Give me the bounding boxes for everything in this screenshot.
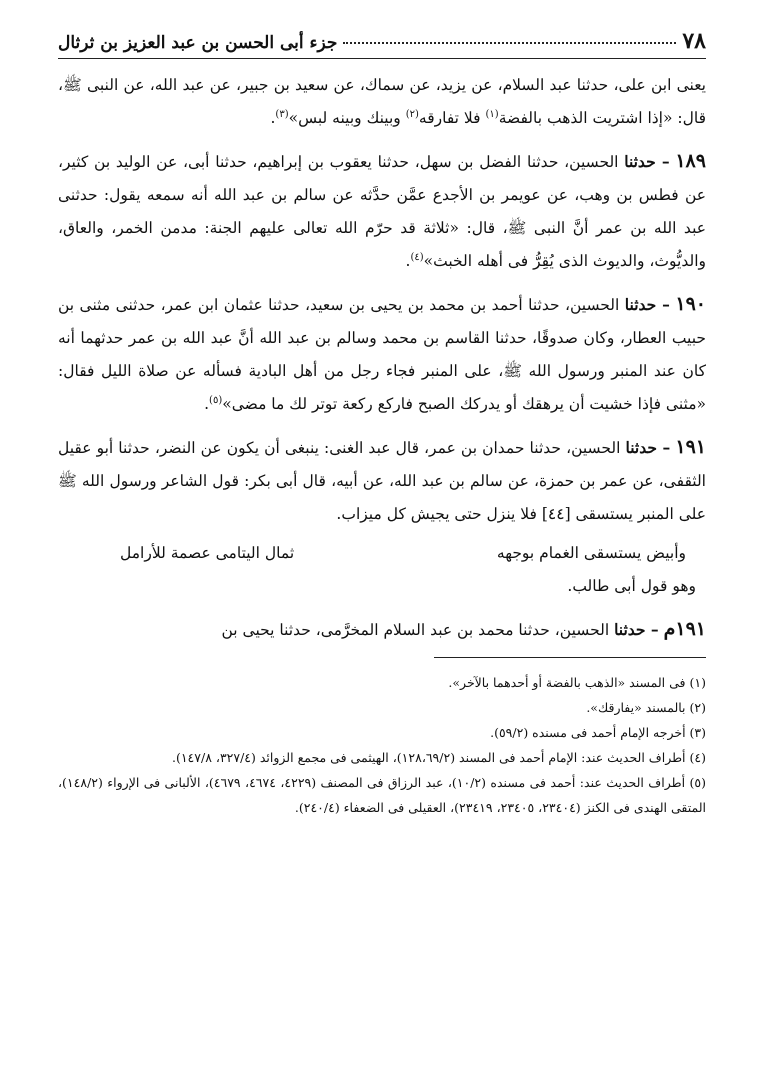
hadith-number: ١٩١ xyxy=(675,436,706,458)
poetry-verse xyxy=(120,537,686,570)
footnote-ref-3: (٣) xyxy=(275,108,289,120)
hadith-text: الحسين، حدثنا محمد بن عبد السلام المخرَّمى، حدثنا يحيى بن xyxy=(221,621,610,639)
intro-tail: وبينك وبينه لبس» xyxy=(288,109,406,127)
hadith-number: ١٩١م xyxy=(663,618,706,640)
running-header xyxy=(58,28,706,56)
footnote-2: (٢) بالمسند «يفارقك». xyxy=(586,700,706,715)
book-page xyxy=(58,28,706,820)
hadith-text: الحسين، حدثنا أحمد بن محمد بن يحيى بن سعيد، حدثنا عثمان ابن عمر، حدثنى مثنى بن حبيب العطار، وكان صدوقًا، حدثنا القاسم بن محمد وسالم بن عبد الله أنَّ عبد الله بن عمر حدثهما أنه كان عند المنبر ورسول الله ﷺ، على المنبر فجاء رجل من أهل البادية فسأله عن صلاة الليل فقال: «مثنى فإذا خشيت أن يرهقك أو يدركك الصبح فاركع ركعة توتر لك ما مضى» xyxy=(58,296,706,413)
hadith-lead: حدثنا xyxy=(625,438,657,457)
footnote-ref-1: (١) xyxy=(485,108,499,120)
footnote-ref-4: (٤) xyxy=(410,251,424,263)
page-number: ٧٨ xyxy=(682,28,706,54)
footnote-3: (٣) أخرجه الإمام أحمد فى مسنده (٥٩/٢). xyxy=(490,725,706,740)
hadith-text: الحسين، حدثنا الفضل بن سهل، حدثنا يعقوب بن إبراهيم، حدثنا أبى، عن الوليد بن كثير، عن فطس بن وهب، عن عويمر بن الأجدع عمَّن حدَّثه عن سالم بن عبد الله أنه سمعه يقول: حدثنى عبد الله بن عمر أنَّ النبى ﷺ، قال: «ثلاثة قد حرّم الله تعالى عليهم الجنة: مدمن الخمر، والعاق، والديُّوث، والديوث الذى يُقِرُّ فى أهله الخبث» xyxy=(58,153,706,270)
hadith-189: ١٨٩ – حدثنا الحسين، حدثنا الفضل بن سهل، حدثنا يعقوب بن إبراهيم، حدثنا أبى، عن الوليد بن كثير، عن فطس بن وهب، عن عويمر بن الأجدع عمَّن حدَّثه عن سالم بن عبد الله أنه سمعه يقول: حدثنى عبد الله بن عمر أنَّ النبى ﷺ، قال: «ثلاثة قد حرّم الله تعالى عليهم الجنة: مدمن الخمر، والعاق، والديُّوث، والديوث الذى يُقِرُّ فى أهله الخبث»$^{(٤)}$. xyxy=(58,150,706,270)
footnote-ref-2: (٢) xyxy=(405,108,419,120)
verse-first-hemistich: وأبيض يستسقى الغمام بوجهه xyxy=(496,544,686,562)
header-dot-leader xyxy=(343,42,676,44)
hadith-number: ١٩٠ xyxy=(675,293,706,315)
footnote-1: (١) فى المسند «الذهب بالفضة أو أحدهما بالآخر». xyxy=(448,675,706,690)
verse-second-hemistich: ثمال اليتامى عصمة للأرامل xyxy=(120,544,295,562)
hadith-190: ١٩٠ – حدثنا الحسين، حدثنا أحمد بن محمد بن يحيى بن سعيد، حدثنا عثمان ابن عمر، حدثنى مثنى بن حبيب العطار، وكان صدوقًا، حدثنا القاسم بن محمد وسالم بن عبد الله أنَّ عبد الله بن عمر حدثهما أنه كان عند المنبر ورسول الله ﷺ، على المنبر فجاء رجل من أهل البادية فسأله عن صلاة الليل فقال: «مثنى فإذا خشيت أن يرهقك أو يدركك الصبح فاركع ركعة توتر لك ما مضى»$^{(٥)}$. xyxy=(58,293,706,413)
intro-end: . xyxy=(270,109,276,127)
hadith-191: ١٩١ – حدثنا الحسين، حدثنا حمدان بن عمر، قال عبد الغنى: ينبغى أن يكون عن النضر، حدثنا أبو عقيل الثقفى، عن عمر بن حمزة، عن سالم بن عبد الله، عن أبيه، قال أبى بكر: قول الشاعر ورسول الله ﷺ على المنبر يستسقى [٤٤] فلا ينزل حتى يجيش كل ميزاب. xyxy=(58,436,706,523)
hadith-191m: ١٩١م – حدثنا الحسين، حدثنا محمد بن عبد السلام المخرَّمى، حدثنا يحيى بن xyxy=(221,618,706,640)
hadith-text: الحسين، حدثنا حمدان بن عمر، قال عبد الغنى: ينبغى أن يكون عن النضر، حدثنا أبو عقيل الثقفى، عن عمر بن حمزة، عن سالم بن عبد الله، عن أبيه، قال أبى بكر: قول الشاعر ورسول الله ﷺ على المنبر يستسقى [٤٤] فلا ينزل حتى يجيش كل ميزاب. xyxy=(58,439,706,523)
intro-paragraph xyxy=(58,69,706,135)
footnote-ref-5: (٥) xyxy=(209,394,223,406)
footnote-4: (٤) أطراف الحديث عند: الإمام أحمد فى المسند (١٢٨،٦٩/٢)، الهيثمى فى مجمع الزوائد (٣٢٧/٤، ١٤٧/٨). xyxy=(171,750,706,765)
hadith-lead: حدثنا xyxy=(624,295,657,314)
running-title: جزء أبى الحسن بن عبد العزيز بن ثرثال xyxy=(58,33,338,53)
footnotes xyxy=(58,670,706,820)
footnote-rule xyxy=(434,657,706,658)
intro-mid: فلا تفارقه xyxy=(418,109,486,127)
hadith-lead: حدثنا xyxy=(624,152,656,171)
verse-attribution: وهو قول أبى طالب. xyxy=(567,577,696,595)
header-rule xyxy=(58,58,706,59)
intro-text: يعنى ابن على، حدثنا عبد السلام، عن يزيد، عن سماك، عن سعيد بن جبير، عن عبد الله، عن النبى ﷺ، قال: «إذا اشتريت الذهب بالفضة xyxy=(58,76,706,127)
hadith-lead: حدثنا xyxy=(614,620,646,639)
hadith-number: ١٨٩ xyxy=(675,150,706,172)
footnote-5: (٥) أطراف الحديث عند: أحمد فى مسنده (١٠/٢)، عبد الرزاق فى المصنف (٤٢٢٩، ٤٦٧٤، ٤٦٧٩)، الألبانى فى الإرواء (١٤٨/٢)، المتقى الهندى فى الكنز (٢٣٤٠٤، ٢٣٤٠٥، ٢٣٤١٩)، العقيلى فى الضعفاء (٢٤٠/٤). xyxy=(58,775,706,815)
